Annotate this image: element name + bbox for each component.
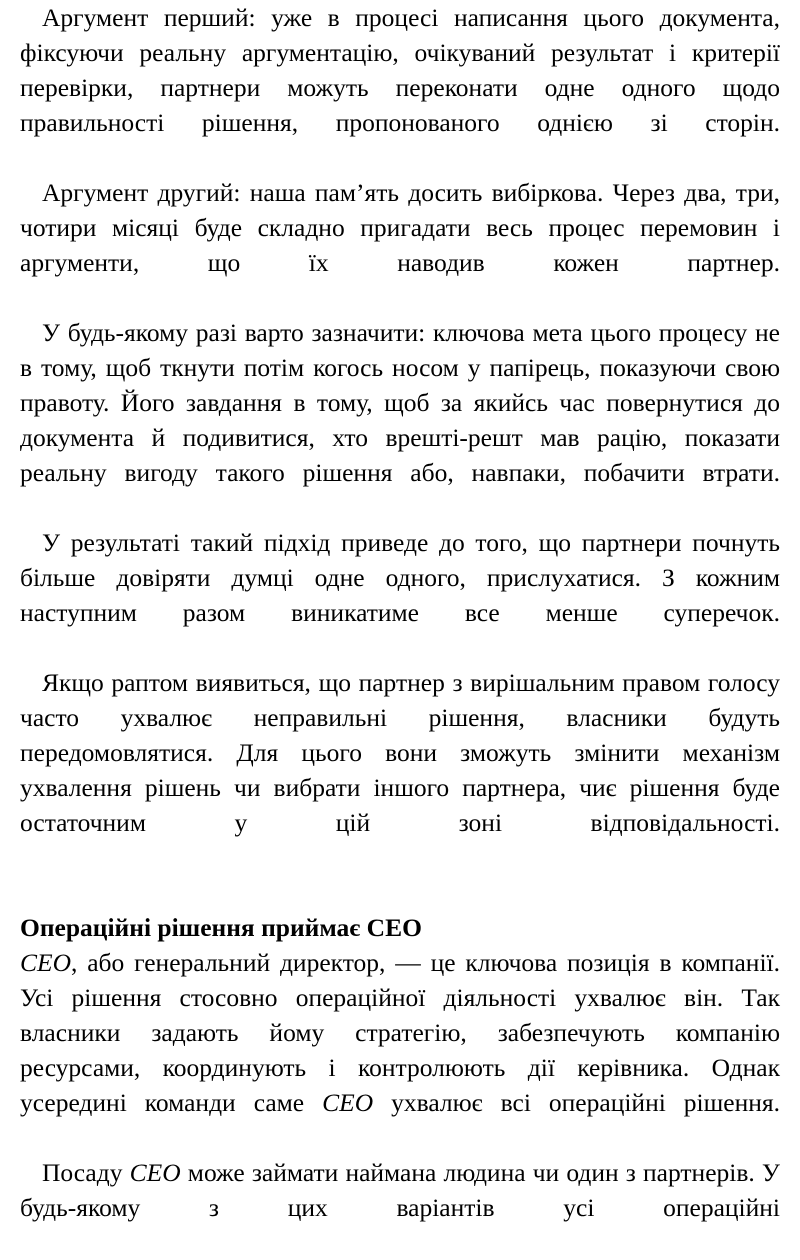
text-run: може займати наймана людина чи один з партнерів. У будь-якому з цих варіантів усі операційні <box>20 1158 780 1222</box>
italic-term-ceo: CEO <box>20 948 71 977</box>
text-run: Посаду <box>42 1158 130 1187</box>
text-run: ухвалює всі операційні рішення. <box>373 1088 780 1117</box>
text-column <box>20 0 780 1260</box>
text-run: , або генеральний директор, — це ключова позиція в компанії. Усі рішення стосовно операційної діяльності ухвалює він. Так власники задають йому стратегію, забезпечують компанію ресурсами, координують і контролюють дії керівника. Однак усередині команди саме <box>20 948 780 1117</box>
paragraph-argument-first: Аргумент перший: уже в процесі написання цього документа, фіксуючи реальну аргументацію, очікуваний результат і критерії перевірки, партнери можуть переконати одне одного щодо правильності рішення, пропонованого однією зі сторін. <box>20 3 780 137</box>
italic-term-ceo: CEO <box>322 1088 374 1117</box>
heading-spacer <box>20 875 780 910</box>
paragraph-argument-second: Аргумент другий: наша пам’ять досить вибіркова. Через два, три, чотири місяці буде складно пригадати весь процес перемовин і аргументи, що їх наводив кожен партнер. <box>20 178 780 277</box>
paragraph-ceo-position <box>20 1155 780 1260</box>
paragraph-result-trust: У результаті такий підхід приведе до того, що партнери почнуть більше довіряти думці одне одного, прислухатися. З кожним наступним разом виникатиме все менше суперечок. <box>20 528 780 627</box>
section-heading-ceo: Операційні рішення приймає CEO <box>20 913 422 942</box>
italic-term-ceo: CEO <box>129 1158 181 1187</box>
paragraph-renegotiation: Якщо раптом виявиться, що партнер з вирішальним правом голосу часто ухвалює неправильні рішення, власники будуть передомовлятися. Для цього вони зможуть змінити механізм ухвалення рішень чи вибрати іншого партнера, чиє рішення буде остаточним у цій зоні відповідальності. <box>20 668 780 837</box>
paragraph-key-goal: У будь-якому разі варто зазначити: ключова мета цього процесу не в тому, щоб ткнути потім когось носом у папірець, показуючи свою правоту. Його завдання в тому, щоб за якийсь час повернутися до документа й подивитися, хто врешті-решт мав рацію, показати реальну вигоду такого рішення або, навпаки, побачити втрати. <box>20 318 780 487</box>
paragraph-ceo-definition <box>20 945 780 1155</box>
